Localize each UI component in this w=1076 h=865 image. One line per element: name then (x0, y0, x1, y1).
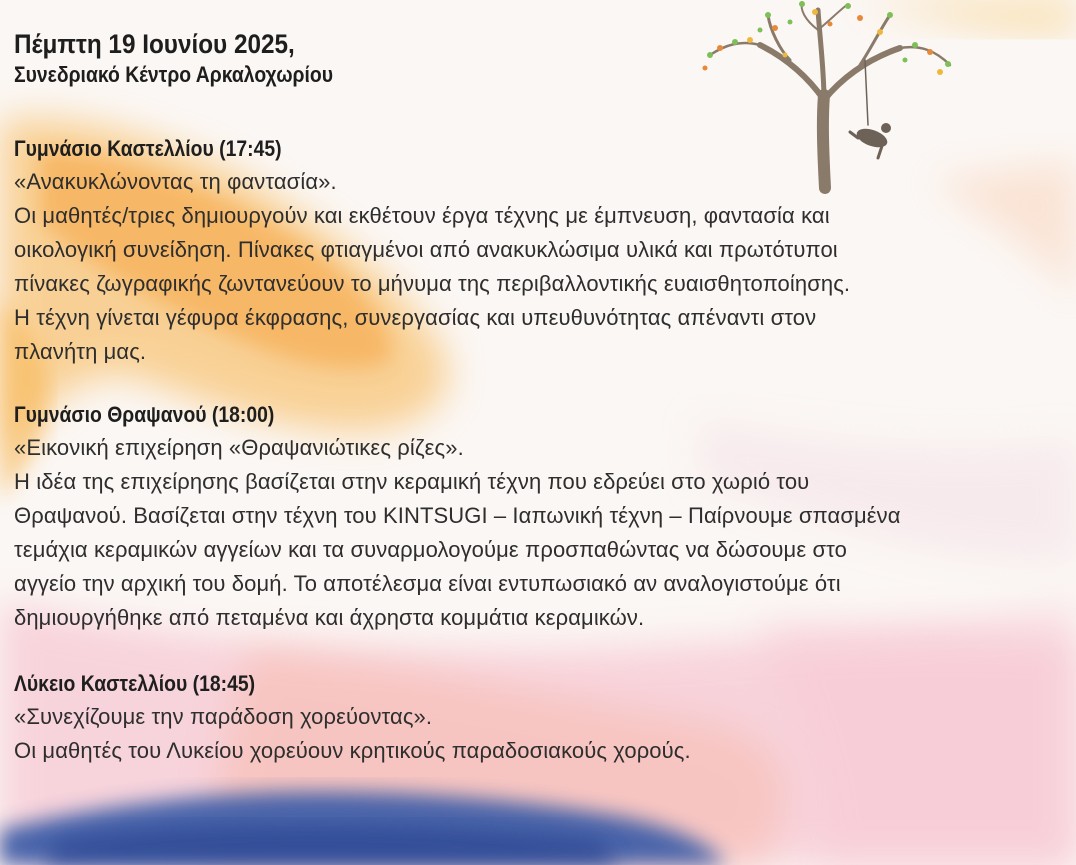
section-heading: Γυμνάσιο Καστελλίου (17:45) (14, 136, 282, 161)
event-program (14, 27, 1074, 763)
section-line: Η τέχνη γίνεται γέφυρα έκφρασης, συνεργασίας και υπευθυνότητας απέναντι στον (14, 305, 817, 330)
section-line: Η ιδέα της επιχείρησης βασίζεται στην κεραμική τέχνη που εδρεύει στο χωριό του (14, 469, 810, 494)
section-line: αγγείο την αρχική του δομή. Το αποτέλεσμα είναι εντυπωσιακό αν αναλογιστούμε ότι (14, 571, 841, 596)
section-line: Οι μαθητές/τριες δημιουργούν και εκθέτουν έργα τέχνης με έμπνευση, φαντασία και (14, 203, 830, 228)
section-line: δημιουργήθηκε από πεταμένα και άχρηστα κομμάτια κεραμικών. (14, 605, 645, 630)
section-heading: Γυμνάσιο Θραψανού (18:00) (14, 402, 275, 427)
program-section-kastelli-gymnasium (14, 135, 1074, 369)
section-line: «Συνεχίζουμε την παράδοση χορεύοντας». (14, 704, 433, 729)
section-line: «Ανακυκλώνοντας τη φαντασία». (14, 169, 337, 194)
program-section-thrapsano-gymnasium (14, 401, 1074, 635)
section-line: Οι μαθητές του Λυκείου χορεύουν κρητικούς παραδοσιακούς χορούς. (14, 738, 691, 763)
section-line: «Εικονική επιχείρηση «Θραψανιώτικες ρίζες». (14, 435, 464, 460)
program-section-kastelli-lyceum (14, 670, 1074, 768)
venue-title: Συνεδριακό Κέντρο Αρκαλοχωρίου (14, 62, 333, 87)
section-line: πίνακες ζωγραφικής ζωντανεύουν το μήνυμα της περιβαλλοντικής ευαισθητοποίησης. (14, 271, 851, 296)
date-title: Πέμπτη 19 Ιουνίου 2025, (14, 29, 295, 59)
section-line: οικολογική συνείδηση. Πίνακες φτιαγμένοι από ανακυκλώσιμα υλικά και πρωτότυποι (14, 237, 838, 262)
section-line: τεμάχια κεραμικών αγγείων και τα συναρμολογούμε προσπαθώντας να δώσουμε στο (14, 537, 847, 562)
section-line: πλανήτη μας. (14, 339, 147, 364)
section-line: Θραψανού. Βασίζεται στην τέχνη του KINTSUGI – Ιαπωνική τέχνη – Παίρνουμε σπασμένα (14, 503, 901, 528)
section-heading: Λύκειο Καστελλίου (18:45) (14, 671, 256, 696)
